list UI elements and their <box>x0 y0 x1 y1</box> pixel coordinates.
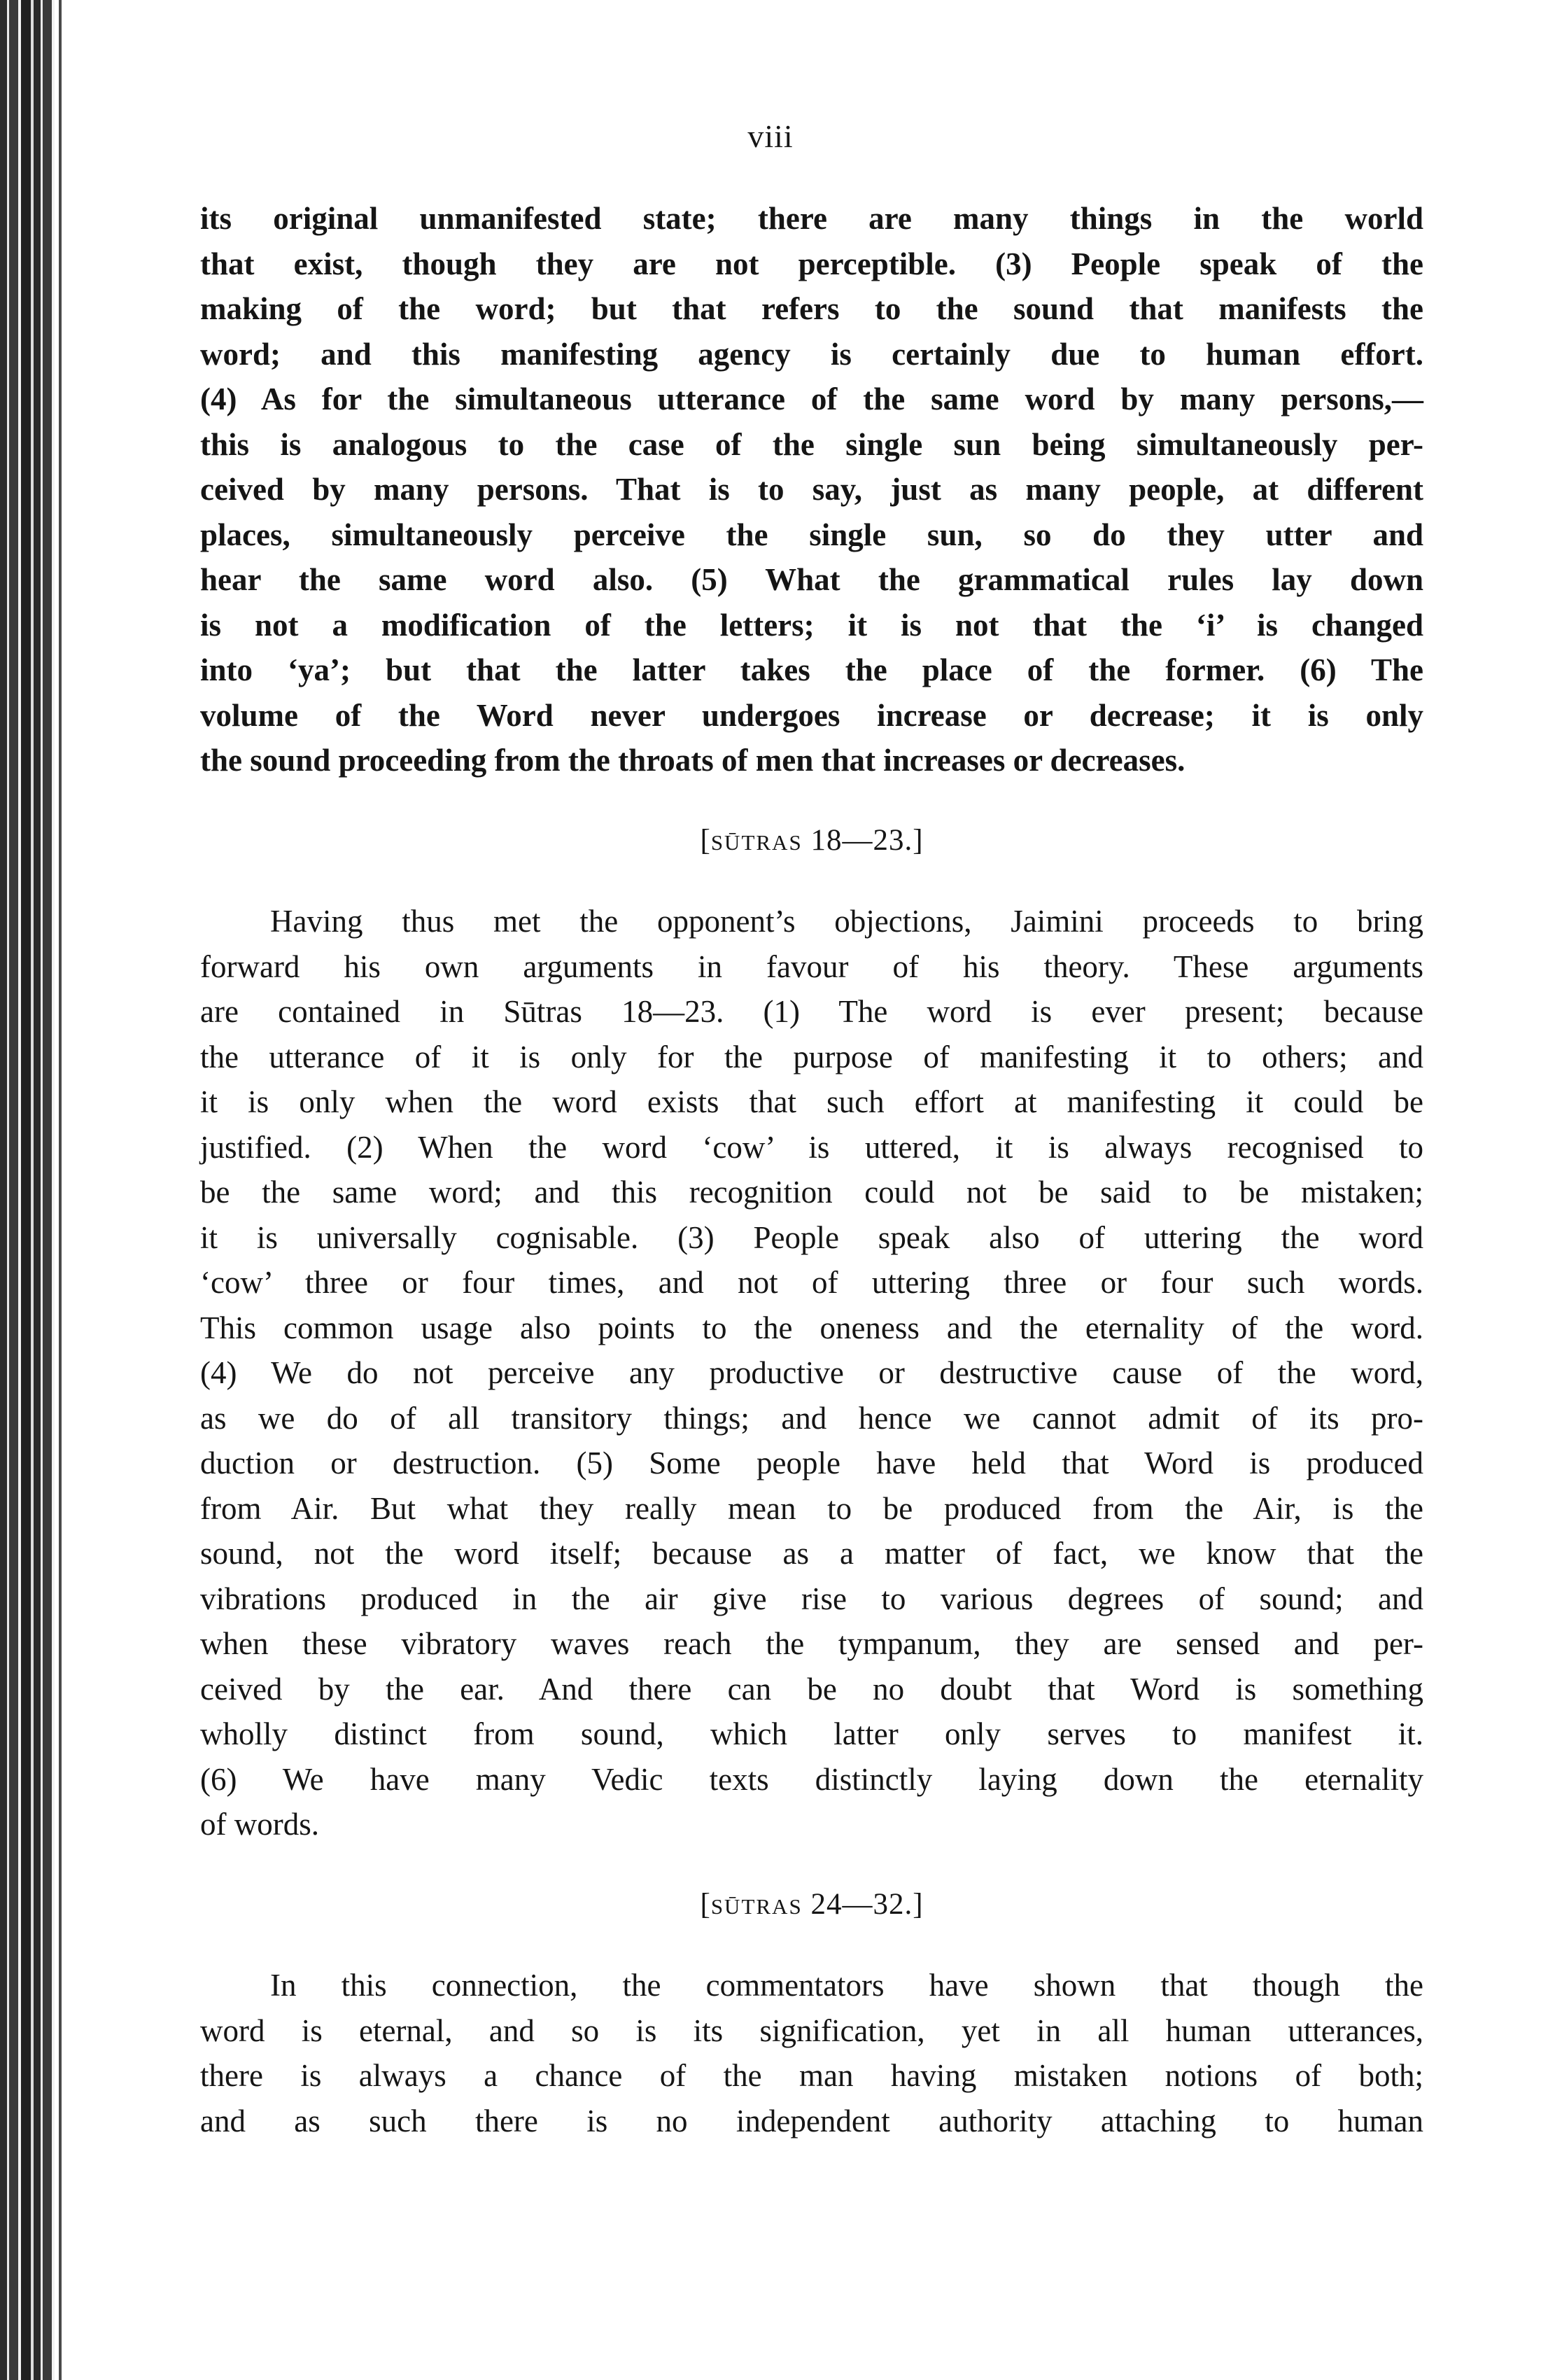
heading-range: 18—23. <box>810 823 913 857</box>
text-line: there is always a chance of the man having mistaken notions of both; <box>200 2058 1423 2093</box>
text-line: it is only when the word exists that such effort at manifesting it could be <box>200 1084 1423 1119</box>
text-line: sound, not the word itself; because as a matter of fact, we know that the <box>200 1536 1423 1571</box>
text-line: is not a modification of the letters; it is not that the ‘i’ is changed <box>200 607 1423 643</box>
text-line: that exist, though they are not perceptible. (3) People speak of the <box>200 246 1423 281</box>
text-line: are contained in Sūtras 18—23. (1) The word is ever present; because <box>200 994 1423 1029</box>
text-line: into ‘ya’; but that the latter takes the place of the former. (6) The <box>200 652 1423 687</box>
binding-shadow-line <box>59 0 62 2380</box>
text-line: vibrations produced in the air give rise to various degrees of sound; and <box>200 1581 1423 1616</box>
text-line: justified. (2) When the word ‘cow’ is uttered, it is always recognised to <box>200 1129 1423 1165</box>
text-line: making of the word; but that refers to the sound that manifests the <box>200 291 1423 326</box>
paragraph-jaimini-arguments <box>200 899 1423 1847</box>
page-body <box>200 196 1423 2143</box>
text-line: forward his own arguments in favour of his theory. These arguments <box>200 948 1423 984</box>
text-line: word; and this manifesting agency is certainly due to human effort. <box>200 336 1423 372</box>
text-line: of words. <box>200 1807 319 1842</box>
text-line: This common usage also points to the oneness and the eternality of the word. <box>200 1310 1423 1345</box>
text-line: from Air. But what they really mean to be produced from the Air, is the <box>200 1490 1423 1526</box>
paragraph-unmanifested-state <box>200 196 1423 783</box>
text-line: (4) As for the simultaneous utterance of the same word by many persons,— <box>200 382 1423 416</box>
text-line: (6) We have many Vedic texts distinctly laying down the eternality <box>200 1761 1423 1797</box>
text-line: Having thus met the opponent’s objections, Jaimini proceeds to bring <box>270 904 1423 939</box>
book-binding-edge <box>0 0 55 2380</box>
text-line: this is analogous to the case of the single sun being simultaneously per- <box>200 426 1423 462</box>
section-heading-sutras-24-32: [SŪTRAS 24—32.] <box>700 1887 924 1921</box>
text-line: as we do of all transitory things; and hence we cannot admit of its pro- <box>200 1400 1423 1436</box>
text-line: hear the same word also. (5) What the grammatical rules lay down <box>200 562 1423 597</box>
text-line: ceived by many persons. That is to say, just as many people, at different <box>200 472 1423 507</box>
text-line: places, simultaneously perceive the single sun, so do they utter and <box>200 517 1423 552</box>
heading-label: SŪTRAS <box>710 1893 803 1919</box>
page-number: viii <box>747 118 794 154</box>
text-line: the sound proceeding from the throats of men that increases or decreases. <box>200 743 1185 778</box>
section-heading-sutras-18-23: [SŪTRAS 18—23.] <box>700 823 924 857</box>
text-line: it is universally cognisable. (3) People speak also of uttering the word <box>200 1219 1423 1255</box>
text-line: the utterance of it is only for the purpose of manifesting it to others; and <box>200 1039 1423 1074</box>
heading-range: 24—32. <box>810 1887 913 1921</box>
heading-label: SŪTRAS <box>710 830 803 855</box>
text-line: duction or destruction. (5) Some people have held that Word is produced <box>200 1446 1423 1480</box>
text-line: wholly distinct from sound, which latter only serves to manifest it. <box>200 1716 1423 1751</box>
paragraph-commentators <box>200 1963 1423 2143</box>
text-line: ‘cow’ three or four times, and not of uttering three or four such words. <box>200 1265 1423 1300</box>
text-line: In this connection, the commentators have shown that though the <box>270 1968 1423 2003</box>
text-line: and as such there is no independent authority attaching to human <box>200 2103 1423 2138</box>
text-line: its original unmanifested state; there are many things in the world <box>200 201 1423 236</box>
text-line: volume of the Word never undergoes increase or decrease; it is only <box>200 697 1423 733</box>
text-line: when these vibratory waves reach the tympanum, they are sensed and per- <box>200 1626 1423 1661</box>
text-line: ceived by the ear. And there can be no doubt that Word is something <box>200 1671 1423 1707</box>
text-line: (4) We do not perceive any productive or destructive cause of the word, <box>200 1355 1423 1390</box>
text-line: word is eternal, and so is its signification, yet in all human utterances, <box>200 2012 1423 2048</box>
text-line: be the same word; and this recognition could not be said to be mistaken; <box>200 1175 1423 1210</box>
